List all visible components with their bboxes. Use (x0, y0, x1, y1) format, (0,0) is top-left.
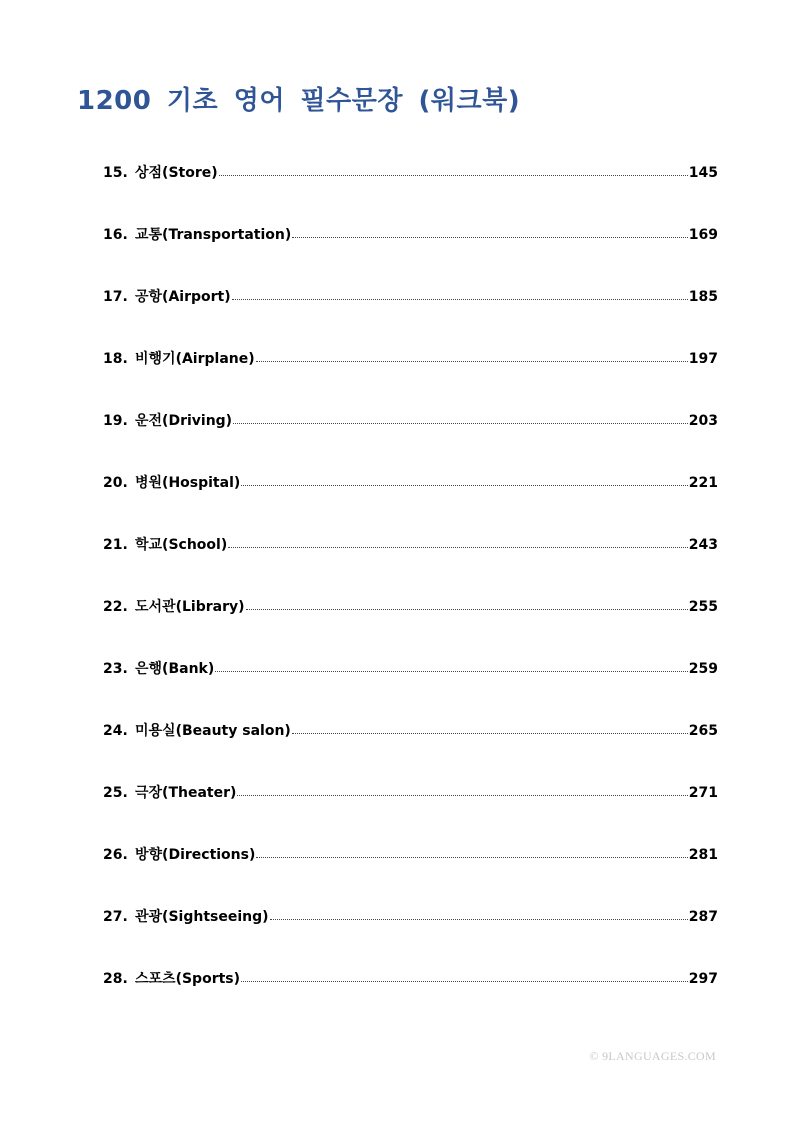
toc-entry-label: 관광(Sightseeing) (135, 909, 269, 925)
toc-entry-page: 203 (688, 413, 718, 429)
dot-leader (237, 795, 687, 796)
toc-entry[interactable] (103, 410, 718, 472)
toc-entry-number: 16. (103, 227, 128, 243)
dot-leader (219, 175, 688, 176)
toc-entry[interactable] (103, 968, 718, 1030)
dot-leader (292, 237, 687, 238)
toc-entry-label: 상점(Store) (135, 165, 218, 181)
toc-entry-page: 243 (688, 537, 718, 553)
toc-entry[interactable] (103, 162, 718, 224)
toc-entry-page: 169 (688, 227, 718, 243)
toc-entry-page: 265 (688, 723, 718, 739)
toc-entry-number: 27. (103, 909, 128, 925)
toc-entry-label: 미용실(Beauty salon) (135, 723, 291, 739)
dot-leader (246, 609, 688, 610)
toc-entry[interactable] (103, 534, 718, 596)
dot-leader (232, 299, 688, 300)
dot-leader (233, 423, 688, 424)
dot-leader (215, 671, 688, 672)
toc-entry[interactable] (103, 224, 718, 286)
toc-entry-label: 은행(Bank) (135, 661, 215, 677)
toc-entry-number: 20. (103, 475, 128, 491)
toc-entry-number: 21. (103, 537, 128, 553)
toc-entry[interactable] (103, 782, 718, 844)
toc-entry[interactable] (103, 720, 718, 782)
toc-entry-number: 24. (103, 723, 128, 739)
toc-entry-label: 극장(Theater) (135, 785, 237, 801)
dot-leader (270, 919, 688, 920)
dot-leader (241, 485, 687, 486)
toc-entry-number: 15. (103, 165, 128, 181)
toc-entry-page: 145 (688, 165, 718, 181)
toc-entry[interactable] (103, 596, 718, 658)
toc-entry-label: 공항(Airport) (135, 289, 231, 305)
toc-entry-number: 28. (103, 971, 128, 987)
toc-entry-number: 25. (103, 785, 128, 801)
toc-entry-label: 스포츠(Sports) (135, 971, 241, 987)
toc-entry-page: 197 (688, 351, 718, 367)
toc-entry-label: 도서관(Library) (135, 599, 245, 615)
toc-entry-label: 비행기(Airplane) (135, 351, 255, 367)
dot-leader (241, 981, 688, 982)
dot-leader (292, 733, 688, 734)
toc-entry-number: 17. (103, 289, 128, 305)
toc-entry[interactable] (103, 348, 718, 410)
toc-entry-page: 287 (688, 909, 718, 925)
toc-entry-page: 271 (688, 785, 718, 801)
copyright-footer: © 9LANGUAGES.COM (589, 1049, 716, 1063)
toc-entry[interactable] (103, 906, 718, 968)
toc-entry-label: 교통(Transportation) (135, 227, 292, 243)
dot-leader (256, 857, 687, 858)
toc-entry-page: 221 (688, 475, 718, 491)
toc-entry-page: 259 (688, 661, 718, 677)
toc-entry-page: 255 (688, 599, 718, 615)
toc-entry[interactable] (103, 472, 718, 534)
toc-entry-label: 방향(Directions) (135, 847, 256, 863)
toc-entry-page: 185 (688, 289, 718, 305)
toc-entry[interactable] (103, 658, 718, 720)
dot-leader (256, 361, 688, 362)
toc-entry-label: 운전(Driving) (135, 413, 233, 429)
toc-entry-number: 18. (103, 351, 128, 367)
toc-entry-page: 297 (688, 971, 718, 987)
table-of-contents (103, 162, 718, 1030)
toc-entry-number: 26. (103, 847, 128, 863)
toc-entry-label: 학교(School) (135, 537, 228, 553)
toc-entry-page: 281 (688, 847, 718, 863)
toc-entry-label: 병원(Hospital) (135, 475, 241, 491)
dot-leader (228, 547, 688, 548)
toc-entry-number: 22. (103, 599, 128, 615)
toc-entry-number: 19. (103, 413, 128, 429)
toc-entry[interactable] (103, 286, 718, 348)
toc-entry[interactable] (103, 844, 718, 906)
toc-entry-number: 23. (103, 661, 128, 677)
document-title: 1200 기초 영어 필수문장 (워크북) (77, 86, 521, 116)
